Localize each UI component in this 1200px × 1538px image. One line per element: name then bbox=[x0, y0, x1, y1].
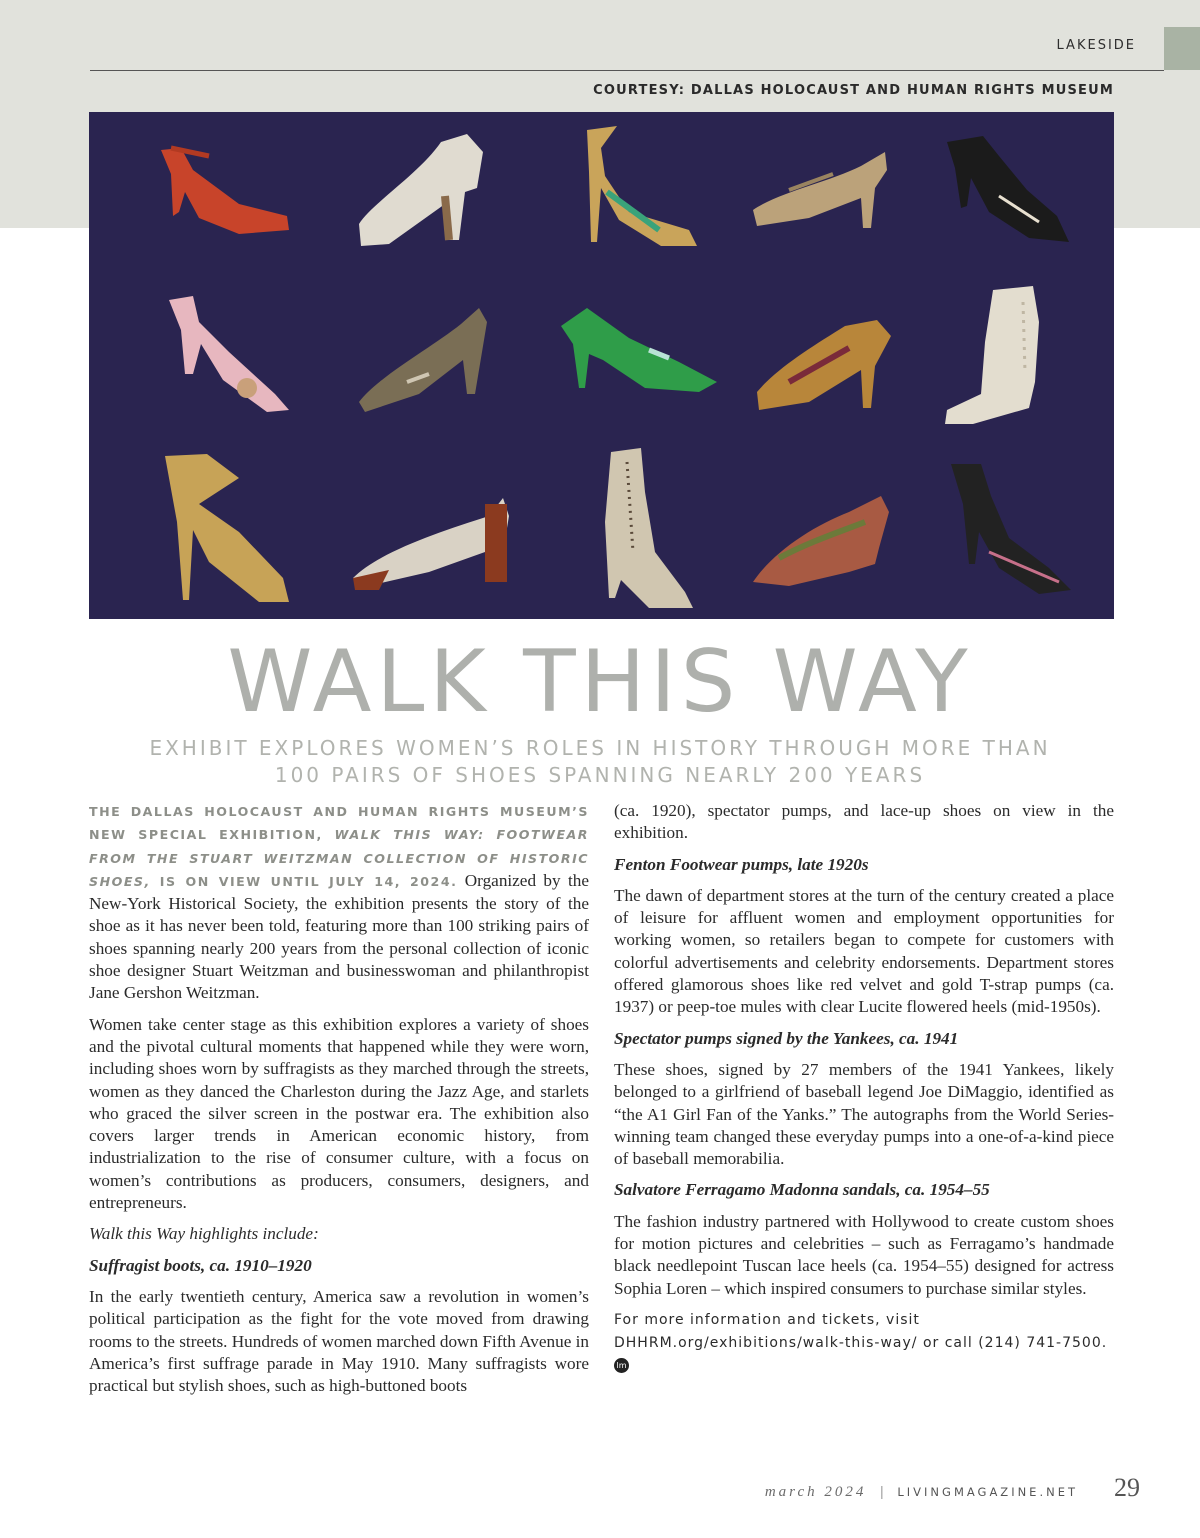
more-info bbox=[614, 1309, 1114, 1378]
article-subtitle bbox=[100, 735, 1100, 789]
body-paragraph-2: Women take center stage as this exhibition explores a variety of shoes and the pivotal cultural moments that happened while they were worn, including shoes worn by suffragists as they marched through the streets, women as they danced the Charleston during the Jazz Age, and starlets who graced the silver screen in the postwar era. The exhibition also covers larger trends in American economic history, from industrialization to the rise of consumer culture, with a focus on women’s contributions as producers, consumers, designers, and entrepreneurs. bbox=[89, 1014, 589, 1213]
highlight-4-text: The fashion industry partnered with Hollywood to create custom shoes for motion pictures and celebrities – such as Ferragamo’s handmade black needlepoint Tuscan lace heels (ca. 1954–55) designed for actress Sophia Loren – which inspired consumers to purchase similar styles. bbox=[614, 1211, 1114, 1298]
article-column-left bbox=[89, 800, 589, 1400]
footer-separator: | bbox=[880, 1484, 884, 1500]
page-footer bbox=[765, 1473, 1140, 1503]
shoes-illustration bbox=[89, 112, 1114, 619]
lead-in-part-2: IS ON VIEW UNTIL JULY 14, 2024. bbox=[150, 873, 458, 889]
issue-date: march 2024 bbox=[764, 1484, 867, 1500]
lead-in-part-1: THE DALLAS HOLOCAUST AND HUMAN RIGHTS MUSEUM’S NEW SPECIAL EXHIBITION, bbox=[89, 804, 589, 843]
subtitle-line-1: EXHIBIT EXPLORES WOMEN’S ROLES IN HISTORY THROUGH MORE THAN bbox=[149, 736, 1051, 760]
article-column-right bbox=[614, 800, 1114, 1387]
website: LIVINGMAGAZINE.NET bbox=[897, 1485, 1078, 1499]
highlight-1-text: In the early twentieth century, America saw a revolution in women’s political participation as the fight for the vote moved from drawing rooms to the streets. Hundreds of women marched down Fifth Avenue in America’s first suffrage parade in May 1910. Many suffragists wore practical but stylish shoes, such as high-buttoned boots bbox=[89, 1286, 589, 1396]
highlight-3-text: These shoes, signed by 27 members of the 1941 Yankees, likely belonged to a girlfriend of baseball legend Joe DiMaggio, identified as “the A1 Girl Fan of the Yanks.” The autographs from the World Series-winning team changed these everyday pumps into a one-of-a-kind piece of baseball memorabilia. bbox=[614, 1059, 1114, 1169]
intro-body: Organized by the New-York Historical Society, the exhibition presents the story of the shoe as it has never been told, featuring more than 100 striking pairs of shoes spanning nearly 200 years from the personal collection of iconic shoe designer Stuart Weitzman and businesswoman and philanthropist Jane Gershon Weitzman. bbox=[89, 870, 589, 1003]
subtitle-line-2: 100 PAIRS OF SHOES SPANNING NEARLY 200 YEARS bbox=[274, 763, 926, 787]
highlight-1-text-continued: (ca. 1920), spectator pumps, and lace-up shoes on view in the exhibition. bbox=[614, 801, 1114, 843]
exhibition-name: WALK THIS WAY: FOOTWEAR FROM THE STUART WEITZMAN COLLECTION OF HISTORIC SHOES, bbox=[89, 827, 589, 889]
highlight-3-heading: Spectator pumps signed by the Yankees, ca. 1941 bbox=[614, 1028, 959, 1048]
header-rule bbox=[90, 70, 1164, 71]
highlights-intro: Walk this Way highlights include: bbox=[89, 1224, 319, 1244]
highlight-4-heading: Salvatore Ferragamo Madonna sandals, ca. 1954–55 bbox=[614, 1180, 990, 1200]
shoe-collection-photo bbox=[89, 112, 1114, 619]
highlight-2-heading: Fenton Footwear pumps, late 1920s bbox=[614, 854, 869, 874]
photo-credit: COURTESY: DALLAS HOLOCAUST AND HUMAN RIGHTS MUSEUM bbox=[593, 83, 1114, 98]
intro-paragraph bbox=[89, 800, 589, 1005]
highlight-2-text: The dawn of department stores at the turn of the century created a place of leisure for affluent women and employment opportunities for working women, so retailers began to compete for customers with colorful advertisements and celebrity endorsements. Department stores offered glamorous shoes like red velvet and gold T-strap pumps (ca. 1937) or peep-toe mules with clear Lucite flowered heels (mid-1950s). bbox=[614, 885, 1114, 1017]
page-number: 29 bbox=[1114, 1473, 1140, 1502]
more-info-text: For more information and tickets, visit DHHRM.org/exhibitions/walk-this-way/ or call (214) 741-7500. bbox=[614, 1311, 1108, 1351]
end-mark-icon: lm bbox=[614, 1358, 629, 1373]
article-title: WALK THIS WAY bbox=[227, 632, 973, 732]
highlight-1-heading: Suffragist boots, ca. 1910–1920 bbox=[89, 1255, 312, 1275]
section-label: LAKESIDE bbox=[1056, 38, 1136, 53]
section-tab bbox=[1164, 27, 1200, 70]
